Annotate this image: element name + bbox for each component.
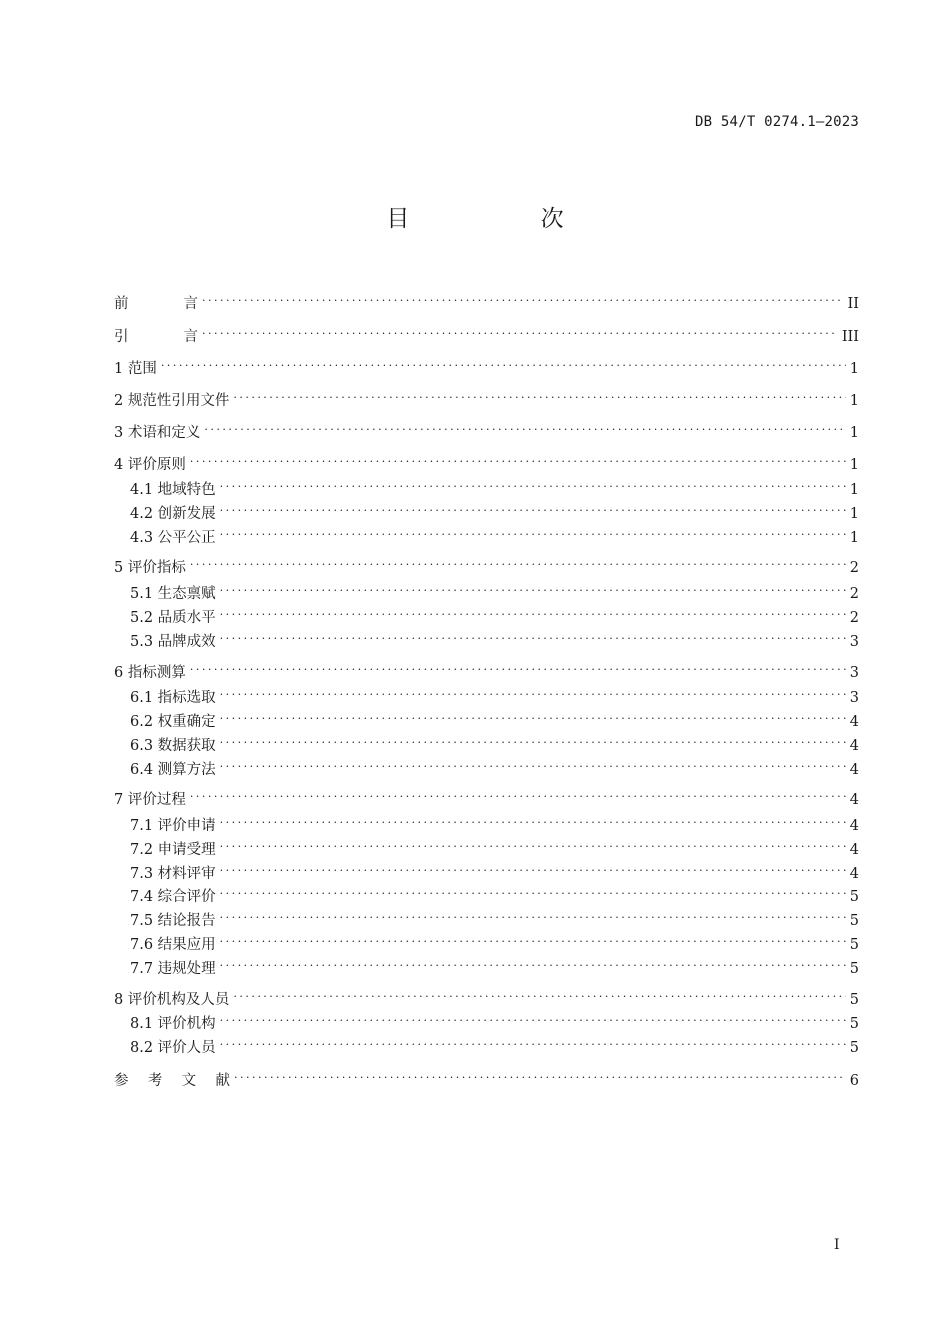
toc-dot-leader: [220, 933, 846, 953]
toc-entry[interactable]: [130, 522, 859, 546]
toc-entry-page: 1: [849, 506, 859, 522]
toc-entry-label: 5.2 品质水平: [130, 610, 216, 626]
toc-entry[interactable]: [130, 474, 859, 498]
toc-entry-page: 2: [849, 586, 859, 602]
toc-entry-page: III: [841, 329, 859, 345]
toc-entry-page: 1: [849, 361, 859, 377]
toc-entry[interactable]: [114, 288, 859, 312]
toc-entry-label: 7.1 评价申请: [130, 818, 216, 834]
toc-entry[interactable]: [130, 706, 859, 730]
toc-dot-leader: [190, 661, 846, 681]
toc-dot-leader: [220, 909, 846, 929]
toc-entry[interactable]: [130, 810, 859, 834]
toc-dot-leader: [220, 630, 846, 650]
page-title: 目 次: [386, 206, 626, 232]
toc-dot-leader: [204, 421, 845, 441]
toc-entry-label: 1 范围: [114, 361, 157, 377]
toc-entry-label-char: 献: [215, 1073, 230, 1089]
toc-dot-leader: [202, 325, 838, 345]
toc-entry[interactable]: [130, 881, 859, 905]
toc-entry-page: 3: [849, 665, 859, 681]
toc-entry[interactable]: [130, 602, 859, 626]
toc-entry-label: 5.3 品牌成效: [130, 634, 216, 650]
toc-entry[interactable]: [130, 498, 859, 522]
toc-entry-page: 2: [849, 560, 859, 576]
toc-entry-page: 4: [849, 714, 859, 730]
toc-entry[interactable]: [114, 657, 859, 681]
toc-entry[interactable]: [130, 754, 859, 778]
toc-entry-page: 1: [849, 530, 859, 546]
toc-entry-label-char: 前: [114, 296, 129, 312]
toc-dot-leader: [233, 389, 845, 409]
toc-dot-leader: [220, 957, 846, 977]
toc-dot-leader: [234, 1069, 846, 1089]
toc-entry[interactable]: [114, 784, 859, 808]
toc-entry-page: 5: [849, 889, 859, 905]
toc-entry-page: 4: [849, 762, 859, 778]
toc-entry-label: 7 评价过程: [114, 792, 186, 808]
page-number: I: [834, 1237, 840, 1253]
toc-dot-leader: [220, 526, 846, 546]
toc-entry-label: 7.4 综合评价: [130, 889, 216, 905]
toc-entry[interactable]: [114, 552, 859, 576]
toc-entry-label: 3 术语和定义: [114, 425, 201, 441]
toc-entry-label: 6.2 权重确定: [130, 714, 216, 730]
toc-dot-leader: [220, 862, 846, 882]
toc-entry-page: 4: [849, 792, 859, 808]
toc-entry[interactable]: [114, 984, 859, 1008]
toc-entry-page: 5: [849, 1040, 859, 1056]
toc-entry-label-char: 引: [114, 329, 129, 345]
toc-dot-leader: [220, 582, 846, 602]
toc-entry-page: 1: [849, 482, 859, 498]
toc-dot-leader: [161, 357, 846, 377]
toc-entry-label: 7.6 结果应用: [130, 937, 216, 953]
toc-dot-leader: [190, 788, 846, 808]
toc-entry[interactable]: [130, 905, 859, 929]
toc-entry-label: 5 评价指标: [114, 560, 186, 576]
toc-dot-leader: [220, 686, 846, 706]
toc-entry-label-char: 考: [147, 1073, 163, 1089]
toc-dot-leader: [220, 1012, 846, 1032]
toc-entry-label: 8.2 评价人员: [130, 1040, 216, 1056]
toc-entry-page: II: [847, 296, 859, 312]
toc-entry[interactable]: [130, 858, 859, 882]
toc-dot-leader: [220, 885, 846, 905]
toc-entry-label-char: 参: [114, 1073, 129, 1089]
toc-entry-label: 4 评价原则: [114, 457, 186, 473]
toc-entry-label: 2 规范性引用文件: [114, 393, 230, 409]
toc-entry[interactable]: [130, 578, 859, 602]
toc-dot-leader: [233, 988, 845, 1008]
toc-dot-leader: [220, 606, 846, 626]
toc-entry[interactable]: [130, 1032, 859, 1056]
toc-dot-leader: [220, 502, 846, 522]
toc-dot-leader: [220, 838, 846, 858]
toc-dot-leader: [220, 710, 846, 730]
toc-entry-label: 4.1 地域特色: [130, 482, 216, 498]
toc-entry-label: 7.3 材料评审: [130, 866, 216, 882]
toc-entry-label: 7.2 申请受理: [130, 842, 216, 858]
toc-entry-label: [114, 1071, 230, 1091]
toc-entry-label: 6.4 测算方法: [130, 762, 216, 778]
toc-entry[interactable]: [130, 626, 859, 650]
toc-entry-label: 8 评价机构及人员: [114, 992, 230, 1008]
toc-entry-label: 4.3 公平公正: [130, 530, 216, 546]
toc-entry-label: 6 指标测算: [114, 665, 186, 681]
toc-entry[interactable]: [114, 1065, 859, 1089]
toc-entry-label: 8.1 评价机构: [130, 1016, 216, 1032]
toc-entry-page: 5: [849, 992, 859, 1008]
toc-entry[interactable]: [114, 417, 859, 441]
toc-entry-page: 4: [849, 738, 859, 754]
toc-entry[interactable]: [130, 730, 859, 754]
toc-dot-leader: [202, 292, 844, 312]
toc-dot-leader: [220, 734, 846, 754]
document-code: DB 54/T 0274.1—2023: [695, 114, 859, 130]
toc-entry-label: 4.2 创新发展: [130, 506, 216, 522]
toc-entry-label: [114, 294, 198, 314]
toc-entry[interactable]: [130, 929, 859, 953]
toc-entry-label-char: 言: [183, 296, 198, 312]
toc-entry-label-char: 言: [183, 329, 198, 345]
toc-dot-leader: [220, 1036, 846, 1056]
toc-entry[interactable]: [130, 1008, 859, 1032]
toc-entry-page: 3: [849, 690, 859, 706]
toc-entry-page: 5: [849, 937, 859, 953]
toc-dot-leader: [220, 758, 846, 778]
toc-entry-page: 1: [849, 425, 859, 441]
toc-entry-page: 4: [849, 866, 859, 882]
toc-dot-leader: [190, 556, 846, 576]
toc-entry[interactable]: [130, 834, 859, 858]
toc-entry[interactable]: [114, 449, 859, 473]
toc-entry-page: 3: [849, 634, 859, 650]
toc-entry-page: 2: [849, 610, 859, 626]
toc-entry-page: 5: [849, 913, 859, 929]
toc-entry[interactable]: [114, 353, 859, 377]
toc-entry-label: [114, 327, 198, 347]
toc-entry-label-char: 文: [181, 1073, 197, 1089]
toc-entry-label: 5.1 生态禀赋: [130, 586, 216, 602]
toc-entry[interactable]: [130, 682, 859, 706]
toc-entry-label: 6.1 指标选取: [130, 690, 216, 706]
toc-entry[interactable]: [114, 321, 859, 345]
toc-entry-page: 6: [849, 1073, 859, 1089]
toc-entry-label: 7.7 违规处理: [130, 961, 216, 977]
toc-dot-leader: [190, 453, 846, 473]
toc-entry-page: 4: [849, 842, 859, 858]
toc-entry-page: 1: [849, 457, 859, 473]
toc-dot-leader: [220, 478, 846, 498]
toc-entry-label: 6.3 数据获取: [130, 738, 216, 754]
toc-entry-page: 5: [849, 961, 859, 977]
toc-entry-page: 5: [849, 1016, 859, 1032]
toc-entry-page: 4: [849, 818, 859, 834]
toc-entry-page: 1: [849, 393, 859, 409]
toc-entry-label: 7.5 结论报告: [130, 913, 216, 929]
toc-dot-leader: [220, 814, 846, 834]
toc-entry[interactable]: [114, 385, 859, 409]
toc-entry[interactable]: [130, 953, 859, 977]
